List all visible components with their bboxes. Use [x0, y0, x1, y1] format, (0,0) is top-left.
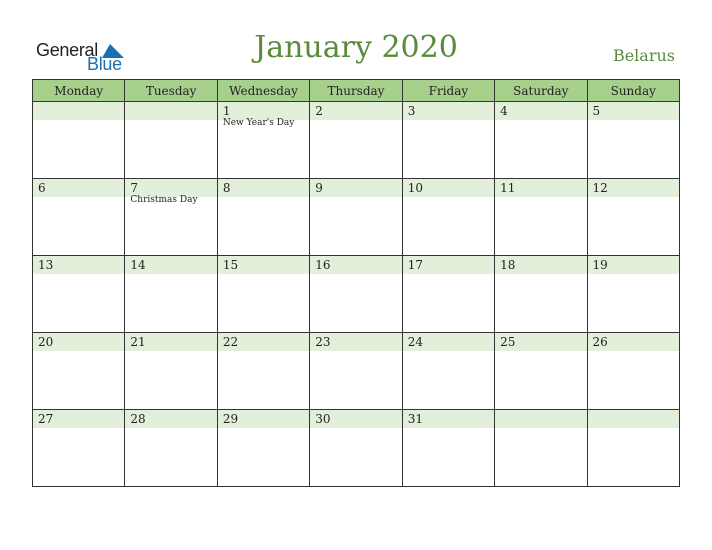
day-cell	[217, 179, 309, 256]
day-number-bar	[495, 179, 586, 197]
day-number-bar	[403, 410, 494, 428]
day-number: 23	[315, 335, 331, 349]
weekday-header: Sunday	[587, 80, 679, 102]
weekday-header: Friday	[402, 80, 494, 102]
day-number-bar	[218, 256, 309, 274]
day-number-bar	[403, 333, 494, 351]
day-number: 15	[222, 258, 239, 272]
calendar-title: January 2020	[254, 30, 458, 65]
day-number: 22	[222, 335, 239, 349]
day-number: 29	[222, 412, 239, 426]
day-number-bar	[588, 179, 679, 197]
day-cell	[217, 256, 309, 333]
day-number: 13	[38, 258, 54, 272]
day-number-bar	[218, 179, 309, 197]
day-cell	[310, 410, 402, 487]
day-number: 21	[130, 335, 146, 349]
day-number-bar	[125, 256, 216, 274]
holiday-label: Christmas Day	[130, 195, 198, 205]
day-number-bar	[403, 102, 494, 120]
day-cell	[125, 179, 217, 256]
day-cell	[217, 102, 309, 179]
day-cell	[33, 256, 125, 333]
day-number-bar	[33, 102, 124, 120]
week-row	[33, 256, 680, 333]
day-number-bar	[33, 256, 124, 274]
day-cell	[33, 410, 125, 487]
day-number: 6	[38, 181, 46, 195]
weekday-header: Saturday	[495, 80, 587, 102]
day-number-bar	[218, 333, 309, 351]
day-cell	[217, 410, 309, 487]
day-cell	[495, 410, 587, 487]
day-cell	[125, 256, 217, 333]
day-cell	[587, 410, 679, 487]
day-cell	[587, 333, 679, 410]
weekday-header: Monday	[33, 80, 125, 102]
day-number-bar	[588, 256, 679, 274]
week-row	[33, 333, 680, 410]
day-number-bar	[588, 410, 679, 428]
weekday-header: Wednesday	[217, 80, 309, 102]
day-number: 24	[407, 335, 423, 349]
day-number: 19	[592, 258, 608, 272]
day-cell	[402, 179, 494, 256]
day-cell	[495, 256, 587, 333]
day-number: 27	[38, 412, 54, 426]
day-number: 10	[407, 181, 423, 195]
day-cell	[402, 410, 494, 487]
day-cell	[125, 333, 217, 410]
day-cell	[310, 179, 402, 256]
day-cell	[310, 333, 402, 410]
day-cell	[495, 333, 587, 410]
day-cell	[402, 102, 494, 179]
day-number-bar	[403, 179, 494, 197]
week-row	[33, 179, 680, 256]
calendar-grid	[32, 79, 680, 487]
day-number-bar	[125, 102, 216, 120]
day-number: 9	[315, 181, 323, 195]
day-number: 20	[38, 335, 54, 349]
day-number: 3	[407, 104, 416, 118]
day-cell	[125, 102, 217, 179]
day-cell	[33, 179, 125, 256]
day-number: 18	[500, 258, 516, 272]
day-number: 16	[315, 258, 331, 272]
week-row	[33, 410, 680, 487]
day-number: 14	[130, 258, 146, 272]
day-number: 12	[592, 181, 608, 195]
day-number-bar	[218, 410, 309, 428]
weekday-header: Tuesday	[125, 80, 217, 102]
day-number-bar	[33, 333, 124, 351]
day-number: 31	[407, 412, 423, 426]
holiday-label: New Year's Day	[222, 118, 295, 128]
day-number: 26	[592, 335, 608, 349]
weekday-header-row	[33, 80, 680, 102]
day-number: 2	[315, 104, 323, 118]
day-number-bar	[495, 333, 586, 351]
day-number-bar	[33, 410, 124, 428]
day-number-bar	[125, 410, 216, 428]
day-cell	[310, 256, 402, 333]
country-label: Belarus	[612, 46, 675, 65]
day-cell	[402, 256, 494, 333]
logo-text-general: General	[36, 40, 98, 60]
day-number: 30	[315, 412, 331, 426]
day-number-bar	[588, 333, 679, 351]
day-number: 1	[222, 104, 231, 118]
day-number-bar	[495, 102, 586, 120]
day-number-bar	[495, 256, 586, 274]
day-number-bar	[310, 179, 401, 197]
day-number-bar	[33, 179, 124, 197]
day-cell	[495, 179, 587, 256]
week-row	[33, 102, 680, 179]
day-number-bar	[310, 102, 401, 120]
day-cell	[587, 102, 679, 179]
day-number: 28	[130, 412, 146, 426]
day-number-bar	[310, 333, 401, 351]
day-cell	[587, 179, 679, 256]
day-cell	[495, 102, 587, 179]
weekday-header: Thursday	[310, 80, 402, 102]
day-cell	[33, 333, 125, 410]
day-number-bar	[495, 410, 586, 428]
logo-text-blue: Blue	[87, 54, 122, 74]
day-number-bar	[588, 102, 679, 120]
day-number: 25	[500, 335, 516, 349]
day-number: 8	[222, 181, 231, 195]
day-number-bar	[125, 333, 216, 351]
day-cell	[217, 333, 309, 410]
day-cell	[125, 410, 217, 487]
day-number: 17	[407, 258, 423, 272]
day-number-bar	[310, 256, 401, 274]
day-cell	[310, 102, 402, 179]
day-number: 4	[500, 104, 508, 118]
day-cell	[33, 102, 125, 179]
day-number: 11	[500, 181, 516, 195]
day-cell	[402, 333, 494, 410]
day-number-bar	[403, 256, 494, 274]
day-cell	[587, 256, 679, 333]
day-number-bar	[310, 410, 401, 428]
day-number: 5	[592, 104, 601, 118]
day-number: 7	[130, 181, 139, 195]
